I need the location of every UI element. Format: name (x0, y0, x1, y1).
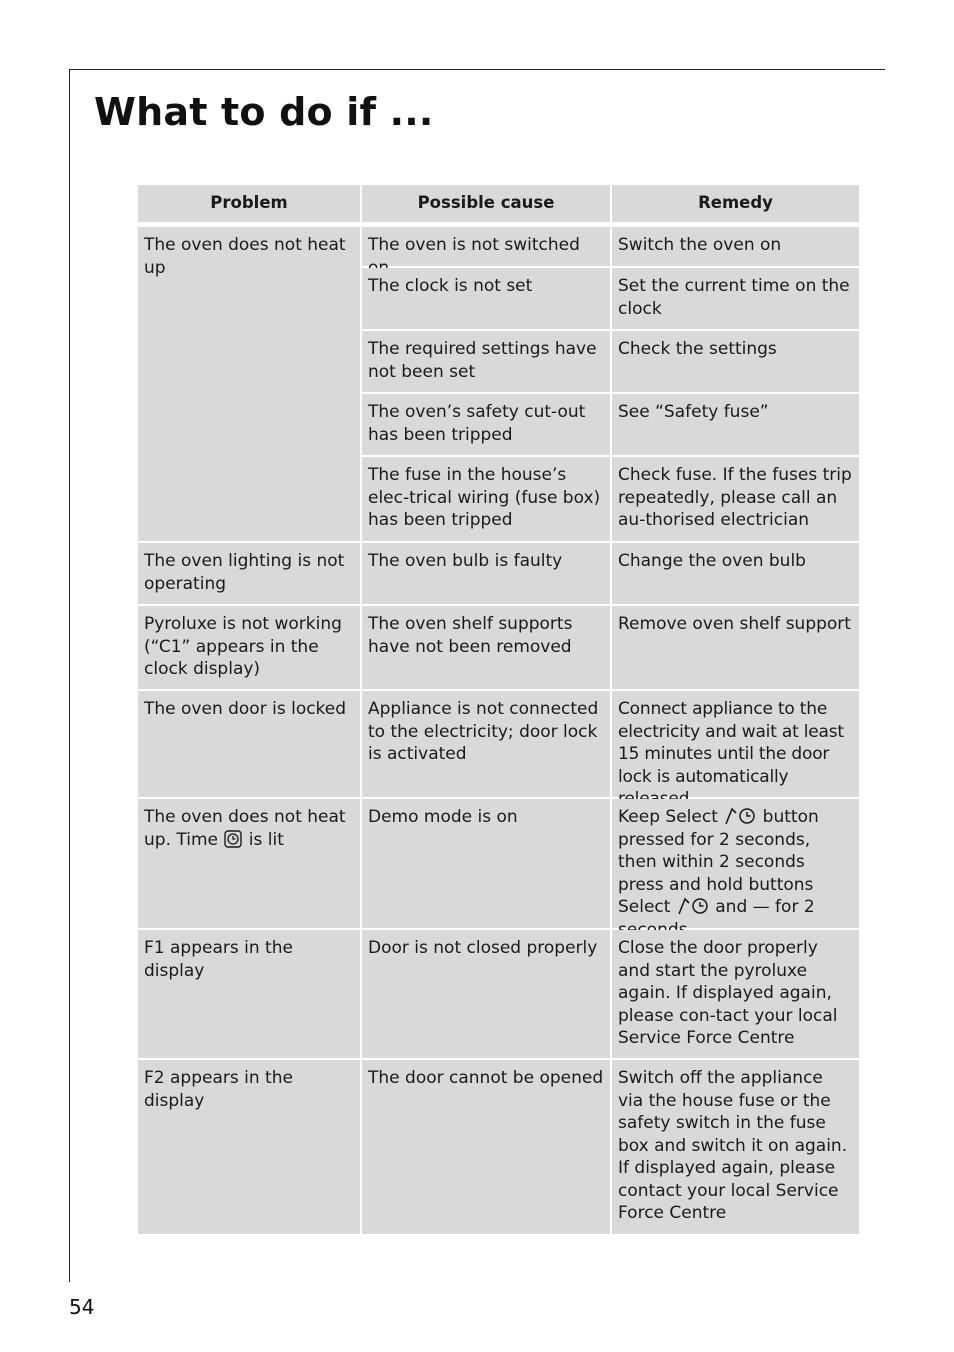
cause-cell: Demo mode is on (362, 799, 610, 928)
cause-cell: Door is not closed properly (362, 930, 610, 1058)
remedy-cell: Change the oven bulb (612, 543, 859, 604)
remedy-text: and (715, 897, 748, 917)
remedy-cell: Switch the oven on (612, 227, 859, 266)
select-function-clock-icon (723, 807, 757, 825)
remedy-cell: Close the door properly and start the pyroluxe again. If displayed again, please con-tact your local Service Force Centre (612, 930, 859, 1058)
remedy-text: — for 2 (752, 897, 815, 917)
cause-cell: The oven bulb is faulty (362, 543, 610, 604)
table-header-row (138, 185, 859, 222)
header-possible-cause: Possible cause (362, 185, 610, 222)
problem-cell: Pyroluxe is not working (“C1” appears in the clock display) (138, 606, 360, 689)
top-rule (69, 69, 885, 70)
cause-cell: The oven is not switched (362, 227, 610, 266)
page-title: What to do if ... (94, 90, 434, 134)
problem-cell: F1 appears in the display (138, 930, 360, 1058)
cause-cell: The required settings have not been set (362, 331, 610, 392)
remedy-cell: Check the settings (612, 331, 859, 392)
cause-cell: The oven shelf supports have not been removed (362, 606, 610, 689)
remedy-cell: Check fuse. If the fuses trip repeatedly, please call an au-thorised electrician (612, 457, 859, 541)
remedy-text: Switch off the appliance via the house fuse or the safety switch in the fuse box and switch it on again. (618, 1068, 848, 1156)
problem-text: The oven does not heat up. Time (144, 807, 346, 850)
remedy-text: Keep Select (618, 807, 718, 827)
table-row-group-no-heat (138, 227, 859, 541)
problem-cell: F2 appears in the display (138, 1060, 360, 1234)
cause-cell: The clock is not set (362, 268, 610, 329)
remedy-cell: Set the current time on the clock (612, 268, 859, 329)
problem-cell: The oven lighting is not operating (138, 543, 360, 604)
table-row (138, 930, 859, 1058)
cause-cell: The fuse in the house’s elec-trical wiring (fuse box) has been tripped (362, 457, 610, 541)
table-row (138, 691, 859, 797)
page-number: 54 (69, 1295, 95, 1319)
troubleshooting-table (138, 185, 859, 1236)
cause-cell: Appliance is not connected to the electricity; door lock is activated (362, 691, 610, 797)
table-row (138, 543, 859, 604)
table-row (362, 331, 859, 392)
left-margin-rule (69, 69, 70, 1282)
table-row (362, 394, 859, 455)
remedy-cell: See “Safety fuse” (612, 394, 859, 455)
remedy-cell (612, 1060, 859, 1234)
remedy-cell (612, 799, 859, 928)
remedy-cell: Remove oven shelf support (612, 606, 859, 689)
table-row (362, 457, 859, 541)
header-remedy: Remedy (612, 185, 859, 222)
cause-cell: The door cannot be opened (362, 1060, 610, 1234)
cause-cell: The oven’s safety cut-out has been tripped (362, 394, 610, 455)
problem-cell (138, 799, 360, 928)
remedy-cell: Connect appliance to the electricity and wait at least 15 minutes until the door lock is automatically (612, 691, 859, 797)
select-function-clock-icon (676, 897, 710, 915)
problem-cell: The oven does not heat up (138, 227, 360, 541)
table-row (138, 1060, 859, 1234)
remedy-text: button pressed for 2 seconds, then within 2 seconds press and hold buttons Select (618, 807, 819, 917)
table-row (362, 227, 859, 266)
table-row (362, 268, 859, 329)
header-problem: Problem (138, 185, 360, 222)
problem-cell: The oven door is locked (138, 691, 360, 797)
cause-remedy-stack (362, 227, 859, 541)
table-row (138, 799, 859, 928)
remedy-text: If displayed again, please contact your local Service Force Centre (618, 1158, 839, 1223)
table-row (138, 606, 859, 689)
time-clock-icon (223, 830, 243, 848)
problem-text: is lit (248, 829, 284, 850)
